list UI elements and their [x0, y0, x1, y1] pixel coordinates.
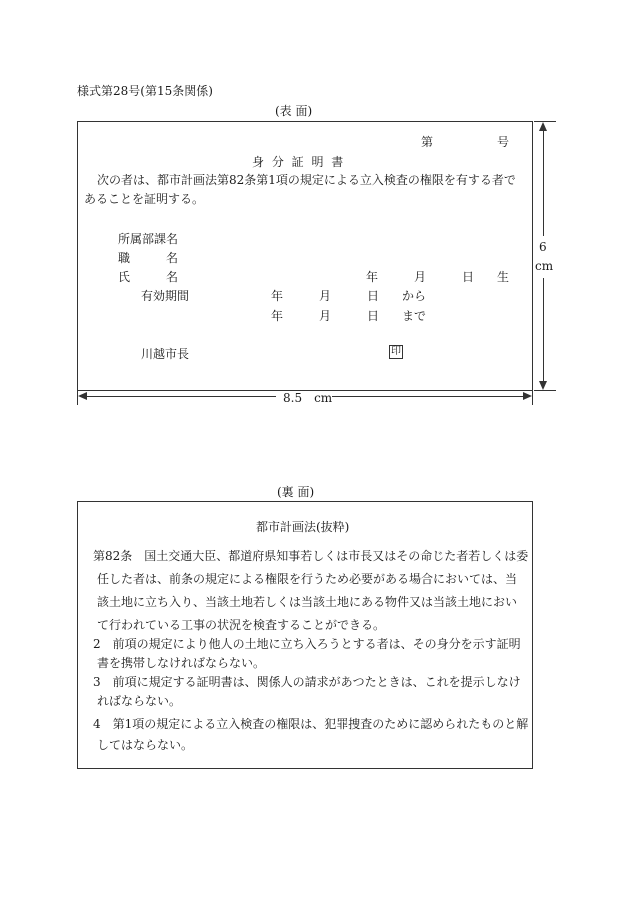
height-arrow-down-icon	[539, 381, 547, 390]
birth-year: 年	[366, 270, 379, 284]
validity-to-year: 年	[271, 309, 284, 323]
width-dimension-value: 8.5 cm	[283, 391, 333, 405]
validity-to-day: 日	[367, 309, 380, 323]
validity-label: 有効期間	[141, 289, 190, 303]
law-line-10: してはならない。	[97, 738, 194, 752]
mayor-name: 川越市長	[141, 347, 190, 361]
law-line-9: 4 第1項の規定による立入検査の権限は、犯罪捜査のために認められたものと解	[93, 717, 529, 731]
name-label: 氏 名	[118, 270, 179, 284]
certificate-number-dai: 第	[421, 135, 434, 149]
validity-from-year: 年	[271, 289, 284, 303]
birth-month: 月	[414, 270, 427, 284]
law-line-7: 3 前項に規定する証明書は、関係人の請求があつたときは、これを提示しなけ	[93, 675, 521, 689]
law-line-1: 第82条 国土交通大臣、都道府県知事若しくは市長又はその命じた者若しくは委	[93, 549, 529, 563]
seal-mark: 印	[391, 346, 401, 357]
validity-from-day: 日	[367, 289, 380, 303]
height-dimension-line-lower	[543, 278, 544, 381]
width-dimension-line-left	[87, 396, 276, 397]
law-line-8: ればならない。	[97, 694, 182, 708]
height-dimension-unit: cm	[535, 259, 554, 273]
certificate-body-line-2: あることを証明する。	[84, 192, 205, 206]
width-arrow-left-icon	[78, 392, 87, 400]
certificate-title: 身 分 証 明 書	[252, 155, 346, 169]
back-side-label: (裏 面)	[277, 485, 315, 499]
department-label: 所属部課名	[118, 232, 179, 246]
width-dimension-right-tick	[532, 391, 533, 405]
height-dimension-bottom-tick	[534, 390, 556, 391]
law-line-4: て行われている工事の状況を検査することができる。	[97, 618, 386, 632]
validity-to-suffix: まで	[402, 309, 427, 323]
form-number-label: 様式第28号(第15条関係)	[77, 84, 213, 98]
law-excerpt-title: 都市計画法(抜粋)	[256, 520, 350, 534]
width-dimension-line-right	[332, 396, 523, 397]
validity-from-suffix: から	[402, 289, 427, 303]
certificate-body-line-1: 次の者は、都市計画法第82条第1項の規定による立入検査の権限を有する者で	[97, 173, 516, 187]
law-line-6: 書を携帯しなければならない。	[97, 656, 266, 670]
law-line-2: 任した者は、前条の規定による権限を行うため必要がある場合においては、当	[97, 572, 518, 586]
birth-suffix: 生	[497, 270, 510, 284]
validity-to-month: 月	[319, 309, 332, 323]
front-side-label: (表 面)	[275, 104, 313, 118]
position-label: 職 名	[118, 251, 179, 265]
birth-day: 日	[462, 270, 475, 284]
height-dimension-value: 6	[539, 240, 547, 254]
law-line-5: 2 前項の規定により他人の土地に立ち入ろうとする者は、その身分を示す証明	[93, 637, 521, 651]
certificate-number-go: 号	[497, 135, 510, 149]
validity-from-month: 月	[319, 289, 332, 303]
width-arrow-right-icon	[523, 392, 532, 400]
law-line-3: 該土地に立ち入り、当該土地若しくは当該土地にある物件又は当該土地におい	[97, 595, 518, 609]
height-dimension-line-upper	[543, 130, 544, 236]
